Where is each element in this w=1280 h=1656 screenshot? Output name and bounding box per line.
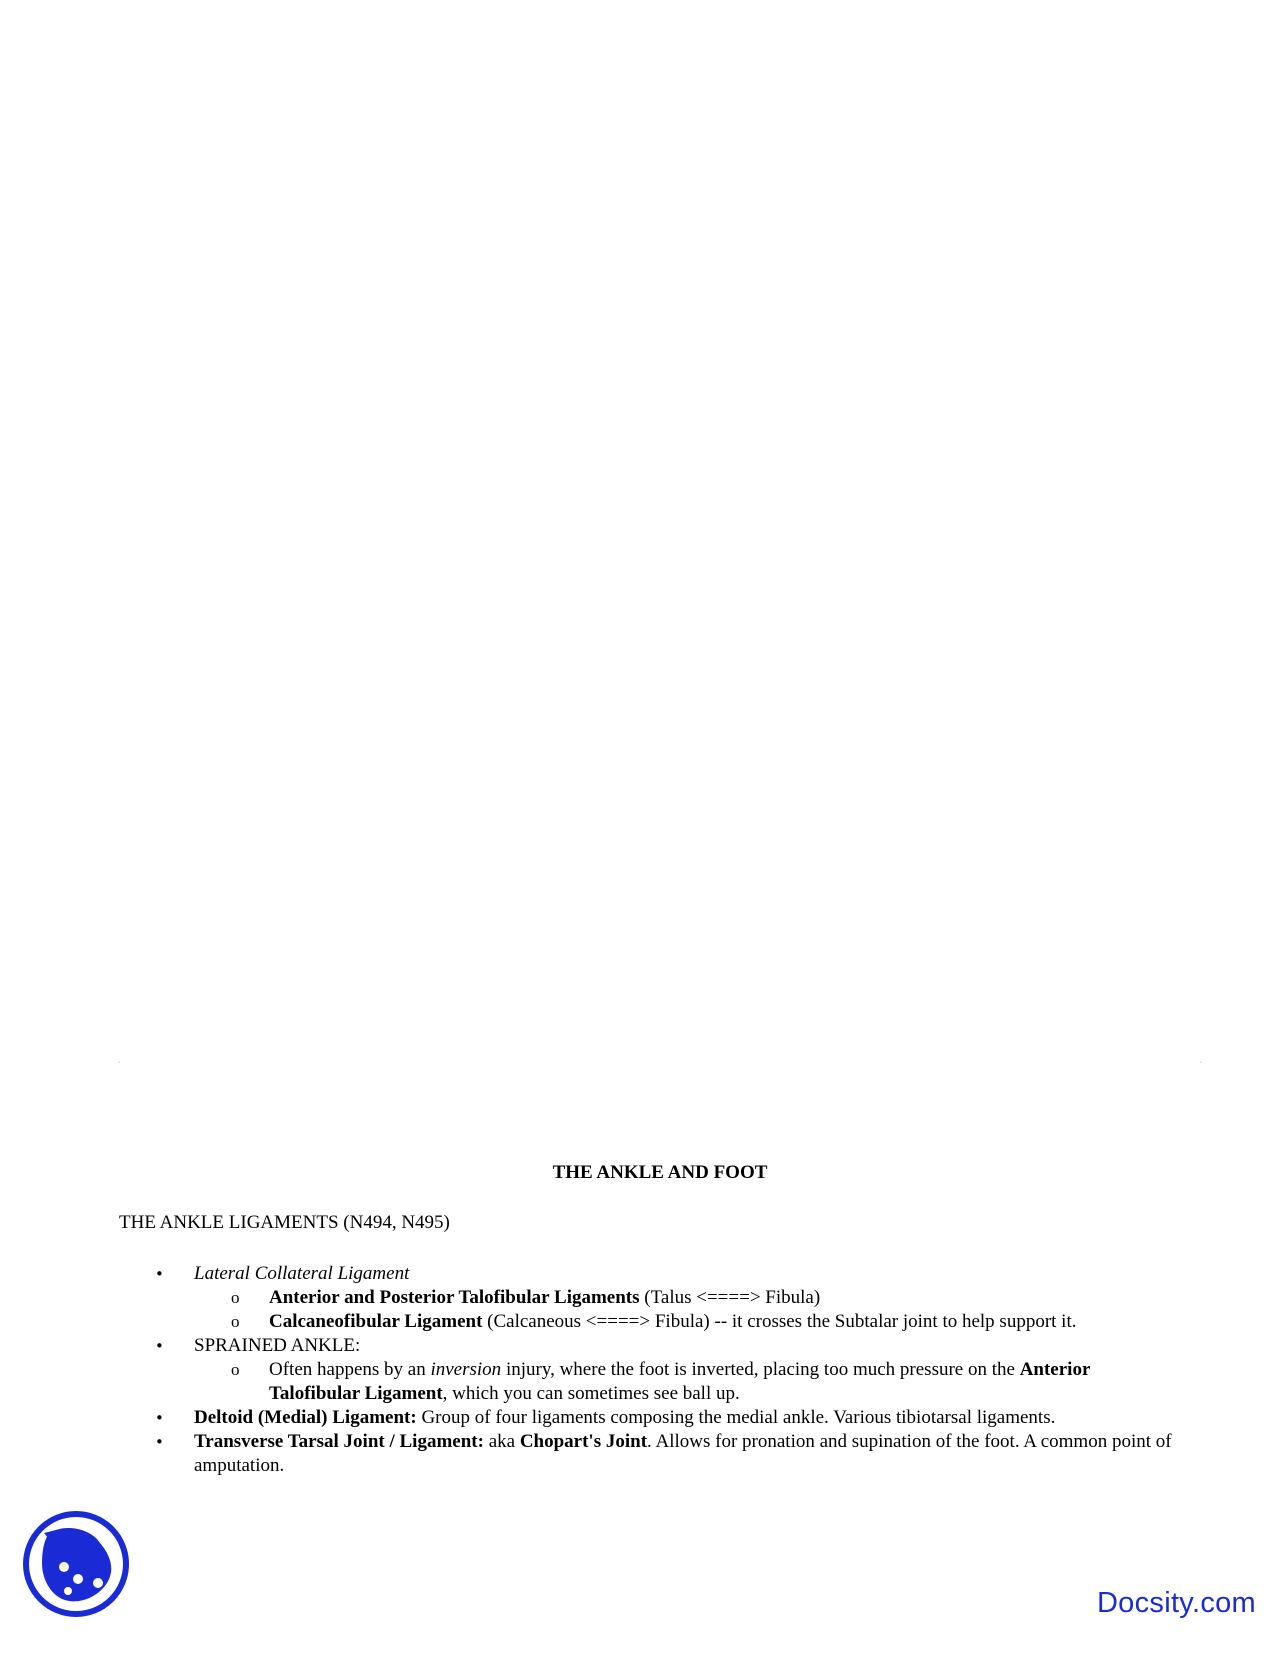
- joint-name: Transverse Tarsal Joint / Ligament:: [194, 1431, 484, 1452]
- sub-bullet-icon: o: [231, 1360, 240, 1379]
- section-heading: THE ANKLE LIGAMENTS (N494, N495): [119, 1212, 450, 1233]
- scan-mark: [118, 1061, 120, 1063]
- docsity-logo-icon: [20, 1509, 132, 1619]
- ligament-name: Anterior and Posterior Talofibular Ligaments: [269, 1287, 640, 1308]
- sub-bullet-icon: o: [231, 1288, 240, 1307]
- list-item: [0, 1430, 1280, 1478]
- bullet-icon: •: [155, 1433, 164, 1451]
- list-item-text: . Allows for pronation and supination of the foot. A common point of amputation.: [194, 1431, 1172, 1476]
- docsity-brand-link[interactable]: Docsity.com: [1096, 1587, 1256, 1619]
- sub-item-text: Often happens by an: [269, 1359, 431, 1380]
- ligament-name: Calcaneofibular Ligament: [269, 1311, 483, 1332]
- list-item-text: Group of four ligaments composing the medial ankle. Various tibiotarsal ligaments.: [416, 1407, 1056, 1428]
- ligament-description: (Talus <====> Fibula): [639, 1287, 821, 1308]
- sub-bullet-icon: o: [231, 1312, 240, 1331]
- ligament-name: Anterior Talofibular Ligament: [269, 1359, 1091, 1404]
- bullet-icon: •: [155, 1265, 164, 1283]
- joint-alias: Chopart's Joint: [519, 1431, 648, 1452]
- ligament-list: [0, 1262, 1280, 1478]
- scan-mark: [1200, 1061, 1202, 1063]
- list-item: [0, 1334, 1280, 1358]
- list-item: [0, 1406, 1280, 1430]
- sub-item-text: injury, where the foot is inverted, placing too much pressure on the: [501, 1359, 1020, 1380]
- ligament-description: (Calcaneous <====> Fibula) -- it crosses the Subtalar joint to help support it.: [482, 1311, 1077, 1332]
- list-item-label: SPRAINED ANKLE:: [194, 1335, 361, 1356]
- list-item-label: Lateral Collateral Ligament: [194, 1263, 410, 1284]
- sub-item-text: , which you can sometimes see ball up.: [442, 1383, 740, 1404]
- sub-list-item: [0, 1286, 1280, 1310]
- sub-list-item: [0, 1358, 1280, 1406]
- list-item: [0, 1262, 1280, 1286]
- emphasis-term: inversion: [430, 1359, 502, 1380]
- sub-list-item: [0, 1310, 1280, 1334]
- bullet-icon: •: [155, 1337, 164, 1355]
- bullet-icon: •: [155, 1409, 164, 1427]
- list-item-text: aka: [483, 1431, 520, 1452]
- page-title: THE ANKLE AND FOOT: [552, 1162, 768, 1183]
- ligament-name: Deltoid (Medial) Ligament:: [194, 1407, 417, 1428]
